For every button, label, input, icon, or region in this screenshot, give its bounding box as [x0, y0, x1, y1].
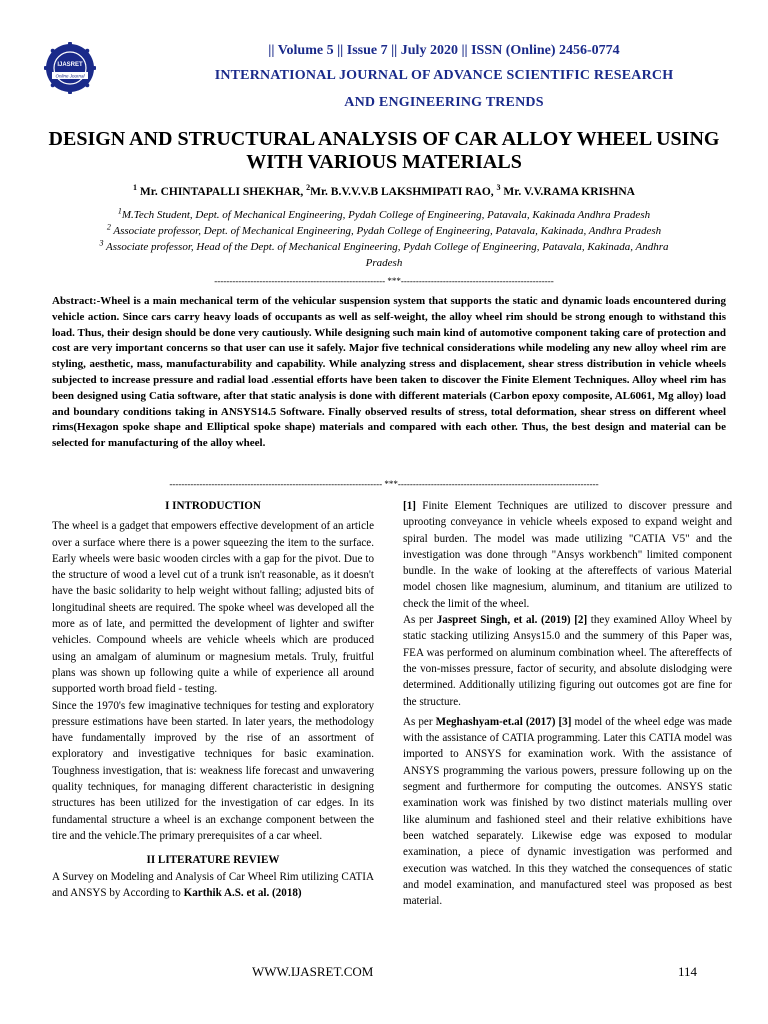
separator-top: --------------------------------------------------------- ***---------------------------------------------------: [214, 276, 554, 286]
r-p2-lead: As per: [403, 614, 437, 627]
aff3-sup: 3: [99, 238, 104, 248]
intro-paragraph-1: The wheel is a gadget that empowers effective development of an article over a surface where there is a power squeezing the item to the surface. Early wheels were basic wooden circles with a gap for the pivot. Due to the structure of wood a level cut of a trunk isn't reasonable, as it doesn't have the basic solidarity to help weight without falling; adjusted bits of longitudinal sheets are required. The spoke wheel was developed all the more as of late, and permitted the development of lighter and swifter vehicles. Compound wheels are vehicle wheels which are produced using an amalgam of aluminum or magnesium metals. Truly, fruitful plans was shown up following quite a while of experience all around supported worth broad field - testing.: [52, 520, 374, 696]
footer-url: WWW.IJASRET.COM: [252, 964, 374, 979]
right-paragraph-3: [403, 714, 732, 910]
literature-paragraph-1: [52, 869, 374, 902]
aff2-sup: 2: [106, 222, 111, 232]
aff3-text: Associate professor, Head of the Dept. of Mechanical Engineering, Pydah College of Engineering, Patavala, Kakinada, Andhra Pradesh: [103, 241, 669, 269]
lit-p1-cite: Karthik A.S. et al. (2018): [183, 886, 302, 899]
r-p3-lead: As per: [403, 715, 436, 728]
paper-title: DESIGN AND STRUCTURAL ANALYSIS OF CAR ALLOY WHEEL USING WITH VARIOUS MATERIALS: [48, 128, 720, 173]
affiliation-2: [40, 223, 728, 239]
volume-line: || Volume 5 || Issue 7 || July 2020 || ISSN (Online) 2456-0774: [268, 43, 620, 58]
literature-heading: II LITERATURE REVIEW: [146, 854, 280, 867]
journal-name-line1: INTERNATIONAL JOURNAL OF ADVANCE SCIENTIFIC RESEARCH: [214, 68, 674, 83]
r-p2-cite: Jaspreet Singh, et al. (2019) [2]: [436, 614, 588, 627]
r-p1-ref: [1]: [403, 500, 416, 512]
left-column: [52, 498, 374, 901]
separator-bottom: ----------------------------------------------------------------------- ***-------------------------------------------------------------------: [169, 479, 599, 489]
r-p3-text: model of the wheel edge was made with the assistance of CATIA programming. Later this CATIA model was imported to ANSYS for examination work. With the assistance of ANSYS programming the various powers, pressure following up on the segment and furthermore for computing the outcomes. ANSYS static examination work was finished by two distinct materials mulling over like aluminum and fashioned steel and their relative exhibitions have been watched separately. Likewise edge was exposed to modular examination, a piece of dynamic investigation was performed and execution was watched. In this they watched the consequences of static and model examination, and manufactured steel was proposed as best material.: [403, 715, 732, 908]
aff1-sup: 1: [117, 206, 122, 216]
author3-sup: 3: [496, 183, 501, 193]
r-p3-cite: Meghashyam-et.al (2017) [3]: [435, 715, 572, 728]
affiliation-1: [40, 207, 728, 223]
right-paragraph-1: [403, 498, 732, 612]
author1-sup: 1: [133, 183, 138, 193]
aff2-text: Associate professor, Dept. of Mechanical Engineering, Pydah College of Engineering, Patavala, Kakinada, Andhra Pradesh: [110, 225, 662, 237]
right-paragraph-2: [403, 612, 732, 710]
logo-text: IJASRET: [57, 62, 83, 68]
affiliation-3: [90, 239, 678, 271]
right-column: [403, 498, 732, 909]
author3: Mr. V.V.RAMA KRISHNA: [500, 186, 635, 198]
intro-heading: I INTRODUCTION: [165, 500, 261, 512]
author2: Mr. B.V.V.V.B LAKSHMIPATI RAO,: [310, 186, 497, 198]
intro-paragraph-2: Since the 1970's few imaginative techniques for testing and exploratory pressure estimations have been started. In later years, the methodology have fundamentally improved by the rise of an assortment of exploratory and investigative techniques for basic examination. Toughness investigation, that is: weakness life forecast and unwavering quality techniques, for managing different characteristic in designing structures has been utilized for the investigation of car edges. In its fundamental structure a wheel is an exchange component between the tire and the vehicle.The primary prerequisites of a car wheel.: [52, 699, 374, 842]
aff1-text: M.Tech Student, Dept. of Mechanical Engineering, Pydah College of Engineering, Patavala, Kakinada Andhra Pradesh: [121, 209, 651, 221]
abstract: Abstract:-Wheel is a main mechanical term of the vehicular suspension system that supports the static and dynamic loads encountered during vehicle action. Since cars carry heavy loads of occupants as well as self-weight, the alloy wheel rim should be strong enough to withstand this load. Thus, their design should be done very cautiously. While designing such main kind of automotive component taking care of protection and cost are very important concerns so that user can use it safely. Major five technical considerations while modeling any new alloy wheel rim are styling, aesthetic, mass, manufacturability and capability. While analyzing stress and displacement, shear stress distribution in vehicle wheels subjected to increase pressure and radial load .essential efforts have been taken to discover the Finite Element Techniques. Alloy wheel rim has been designed using Catia software, after that static analysis is done with different materials (Carbon epoxy composite, AL6061, Mg alloy) load and boundary conditions taking in ANSYS14.5 Software. Finally observed results of stress, total deformation, shear stress on different wheel rims(Hexagon spoke shape and Elliptical spoke shape) materials and compared with each other. Thus, the best design and material can be selected for manufacturing of the alloy wheel.: [52, 295, 726, 450]
author2-sup: 2: [306, 183, 311, 193]
author-line: [0, 183, 768, 198]
journal-name-line2: AND ENGINEERING TRENDS: [344, 95, 544, 110]
page-number: 114: [678, 964, 698, 979]
r-p1-text: Finite Element Techniques are utilized to discover pressure and uprooting conveyance in vehicle wheels exposed to expand weight and spiral burden. The model was made utilizing "CATIA V5" and the investigation was done through "Ansys workbench" limited component bundle. In the wake of looking at the aftereffects of various Material model chosen like magnesium, aluminum, and titanium are utilized to check the limit of the wheel.: [403, 500, 732, 610]
logo-subtext: Online Journal: [55, 73, 85, 79]
lit-p1-text: A Survey on Modeling and Analysis of Car Wheel Rim utilizing CATIA and ANSYS by According to: [52, 870, 374, 899]
r-p2-text: they examined Alloy Wheel by static stacking utilizing Ansys15.0 and the summery of this Paper was, FEA was performed on aluminum combination wheel. The aftereffects of the von-misses pressure, factor of security, and absolute dislodging were determined. Additionally utilizing figuring out outcomes got are fine for the structure.: [403, 614, 732, 708]
author1: Mr. CHINTAPALLI SHEKHAR,: [137, 186, 307, 198]
